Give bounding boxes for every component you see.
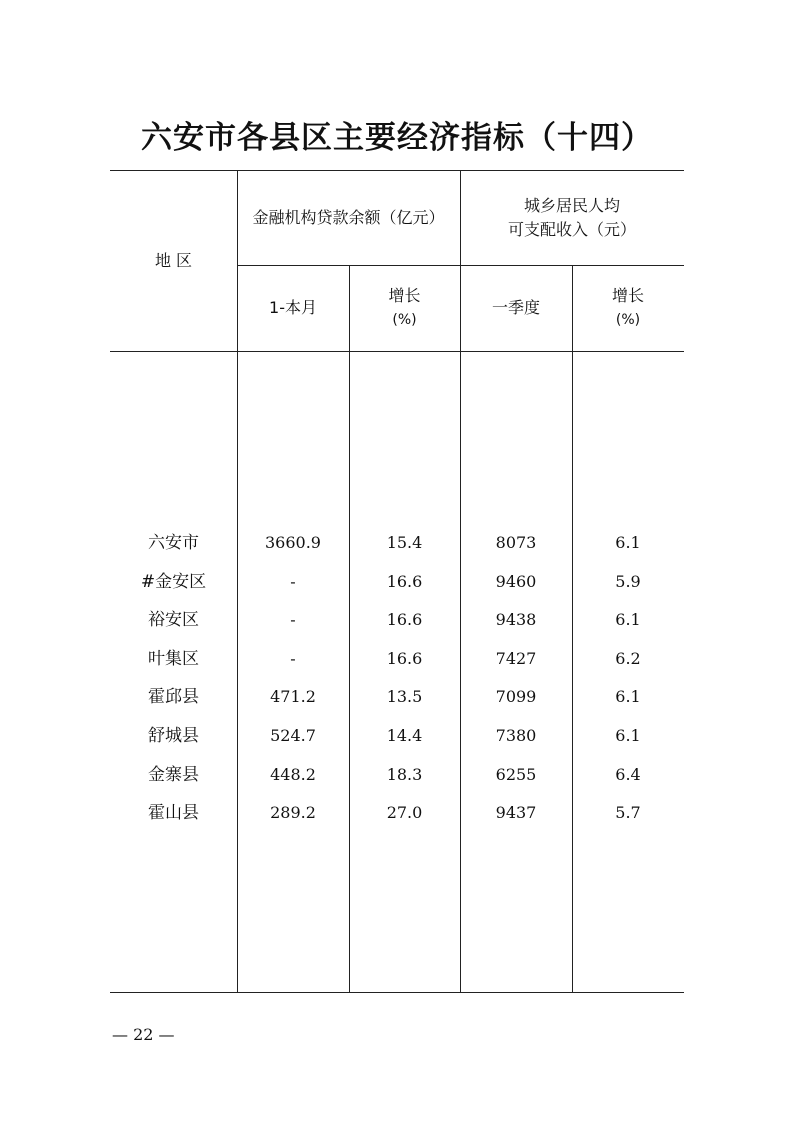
header-income-growth-label: 增长 <box>611 286 644 305</box>
income-cell: 7099 <box>495 687 537 707</box>
header-income-growth <box>572 284 684 332</box>
loans-growth-cell: 16.6 <box>386 571 423 591</box>
region-cell: 金寨县 <box>148 764 199 785</box>
income-growth-cell: 6.1 <box>615 610 641 630</box>
header-region: 地 区 <box>154 251 193 270</box>
header-income-growth-unit: (%) <box>615 312 641 328</box>
loans-cell: 471.2 <box>270 687 316 707</box>
header-loans-group: 金融机构贷款余额（亿元） <box>252 208 445 227</box>
income-growth-cell: 6.2 <box>615 648 641 668</box>
loans-growth-cell: 16.6 <box>386 610 423 630</box>
region-cell: #金安区 <box>140 571 207 592</box>
income-cell: 7427 <box>495 648 537 668</box>
region-cell: 裕安区 <box>148 610 199 631</box>
loans-cell: - <box>290 610 296 630</box>
table-bottom-rule <box>110 992 684 993</box>
income-cell: 8073 <box>495 533 537 552</box>
page-title: 六安市各县区主要经济指标（十四） <box>141 120 653 156</box>
loans-cell: 3660.9 <box>265 533 321 552</box>
loans-cell: - <box>290 648 296 668</box>
page-number: — 22 — <box>112 1025 175 1044</box>
income-growth-cell: 5.9 <box>615 571 641 591</box>
header-loans-period: 1-本月 <box>269 298 317 317</box>
header-income-period: 一季度 <box>491 298 540 317</box>
loans-growth-cell: 16.6 <box>386 648 423 668</box>
loans-cell: 289.2 <box>270 803 316 823</box>
income-growth-cell: 6.4 <box>615 764 641 784</box>
region-cell: 叶集区 <box>148 648 199 669</box>
header-loans-growth-unit: (%) <box>392 312 417 328</box>
income-growth-cell: 5.7 <box>615 803 641 823</box>
header-income-line1: 城乡居民人均 <box>523 196 620 215</box>
loans-cell: 524.7 <box>270 726 316 745</box>
income-growth-cell: 6.1 <box>615 533 641 552</box>
income-cell: 9460 <box>495 571 537 591</box>
region-cell: 霍邱县 <box>148 687 199 708</box>
loans-growth-cell: 27.0 <box>386 803 423 823</box>
header-income-line2: 可支配收入（元） <box>507 220 636 239</box>
loans-growth-cell: 15.4 <box>386 533 423 552</box>
income-cell: 6255 <box>495 764 537 784</box>
loans-growth-cell: 14.4 <box>386 726 423 745</box>
income-growth-cell: 6.1 <box>615 687 641 707</box>
loans-growth-cell: 18.3 <box>386 764 423 784</box>
loans-cell: - <box>290 571 296 591</box>
loans-growth-cell: 13.5 <box>386 687 423 707</box>
income-cell: 7380 <box>495 726 537 745</box>
region-cell: 六安市 <box>148 533 199 553</box>
income-cell: 9438 <box>495 610 537 630</box>
header-income-group <box>460 194 684 242</box>
header-loans-growth-label: 增长 <box>388 286 421 305</box>
loans-cell: 448.2 <box>270 764 316 784</box>
header-loans-growth <box>349 284 460 332</box>
region-cell: 舒城县 <box>148 726 199 746</box>
header-bottom-rule <box>110 351 684 352</box>
region-cell: 霍山县 <box>148 803 199 824</box>
income-cell: 9437 <box>495 803 537 823</box>
table-top-rule <box>110 170 684 171</box>
income-growth-cell: 6.1 <box>615 726 641 745</box>
